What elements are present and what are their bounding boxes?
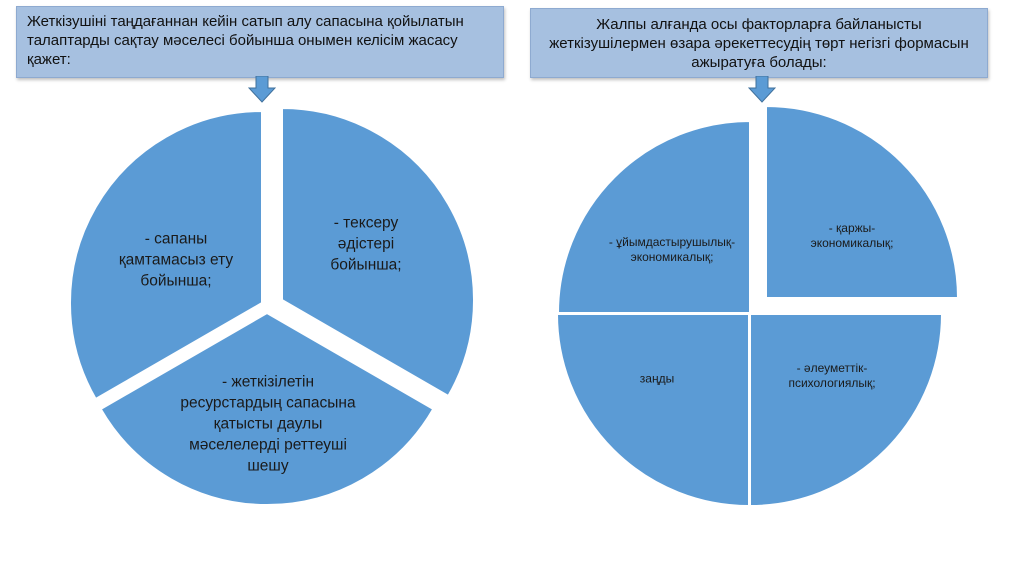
right-segment-label: заңды <box>639 371 675 386</box>
right-segment-social <box>750 314 942 506</box>
right-header-text: Жалпы алғанда осы факторларға байланысты жеткізушілермен өзара әрекеттесудің төрт негізгі формасын ажыратуға болады: <box>549 16 969 71</box>
left-segment-label: - жеткізілетін ресурстардың сапасына қатысты даулы мәселелерді реттеуші шешу <box>180 373 356 475</box>
right-segment-label: - қаржы-экономикалық; <box>810 221 894 250</box>
right-segment-financial <box>766 106 958 298</box>
left-header-text: Жеткізушіні таңдағаннан кейін сатып алу сапасына қойылатын талаптарды сақтау мәселесі бойынша онымен келісім жасасу қажет: <box>27 13 464 68</box>
left-segment-label: - сапаны қамтамасыз ету бойынша; <box>118 230 234 290</box>
right-segment-organizational <box>558 121 750 313</box>
left-segment-label: - тексеру әдістері бойынша; <box>330 214 402 274</box>
right-pie <box>557 106 958 506</box>
right-segment-legal <box>557 314 749 506</box>
right-segment-label: - әлеуметтік-психологиялық; <box>788 361 876 390</box>
right-segment-label: - ұйымдастырушылық-экономикалық; <box>608 235 736 264</box>
